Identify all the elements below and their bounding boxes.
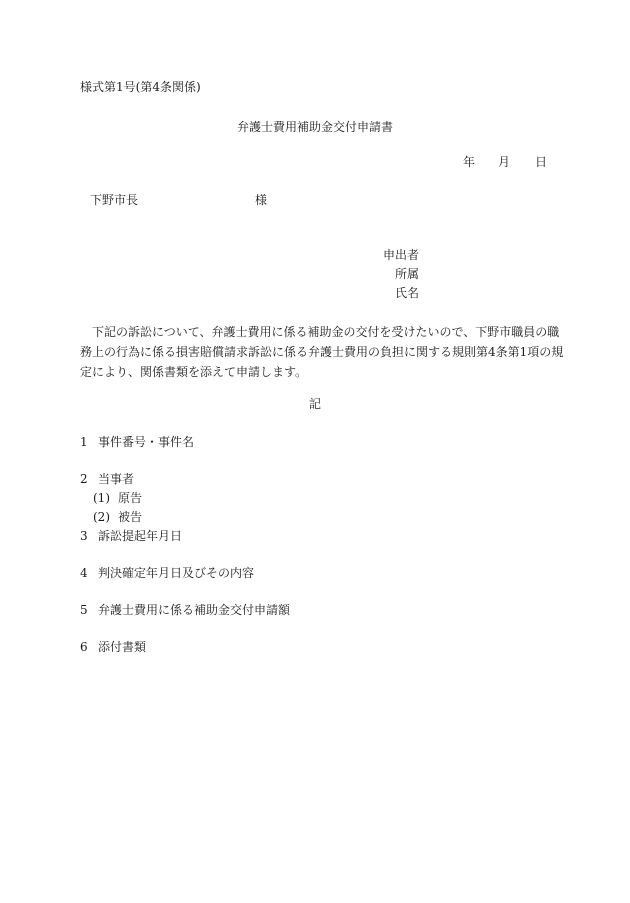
item-text: 当事者 — [98, 472, 135, 486]
sub-item-number: (1) — [93, 491, 110, 505]
body-line: 定により、関係書類を添えて申請します。 — [80, 365, 308, 379]
honorific: 様 — [255, 193, 268, 207]
item-text: 訴訟提起年月日 — [98, 529, 183, 543]
item-number: 2 — [80, 472, 88, 486]
item-number: 1 — [80, 435, 88, 449]
date-month: 月 — [498, 155, 511, 169]
date-day: 日 — [535, 155, 548, 169]
body-line: 下記の訴訟について、弁護士費用に係る補助金の交付を受けたいので、下野市職員の職 — [92, 325, 560, 339]
name-label: 氏名 — [395, 286, 420, 300]
applicant-label: 申出者 — [383, 248, 420, 262]
date-year: 年 — [463, 155, 476, 169]
item-text: 判決確定年月日及びその内容 — [98, 566, 255, 580]
item-number: 4 — [80, 566, 88, 580]
ki-heading: 記 — [308, 397, 321, 411]
body-line: 務上の行為に係る損害賠償請求訴訟に係る弁護士費用の負担に関する規則第4条第1項の規 — [80, 345, 564, 359]
addressee: 下野市長 — [90, 193, 139, 207]
item-number: 6 — [80, 640, 88, 654]
affiliation-label: 所属 — [395, 267, 420, 281]
sub-item-text: 被告 — [118, 510, 143, 524]
item-text: 弁護士費用に係る補助金交付申請額 — [98, 603, 291, 617]
item-number: 5 — [80, 603, 88, 617]
body-paragraph — [80, 322, 564, 382]
document-title: 弁護士費用補助金交付申請書 — [236, 120, 393, 134]
item-text: 添付書類 — [98, 640, 147, 654]
item-number: 3 — [80, 529, 88, 543]
sub-item-text: 原告 — [118, 491, 143, 505]
sub-item-number: (2) — [93, 510, 110, 524]
form-number: 様式第1号(第4条関係) — [80, 80, 201, 94]
item-text: 事件番号・事件名 — [98, 435, 195, 449]
